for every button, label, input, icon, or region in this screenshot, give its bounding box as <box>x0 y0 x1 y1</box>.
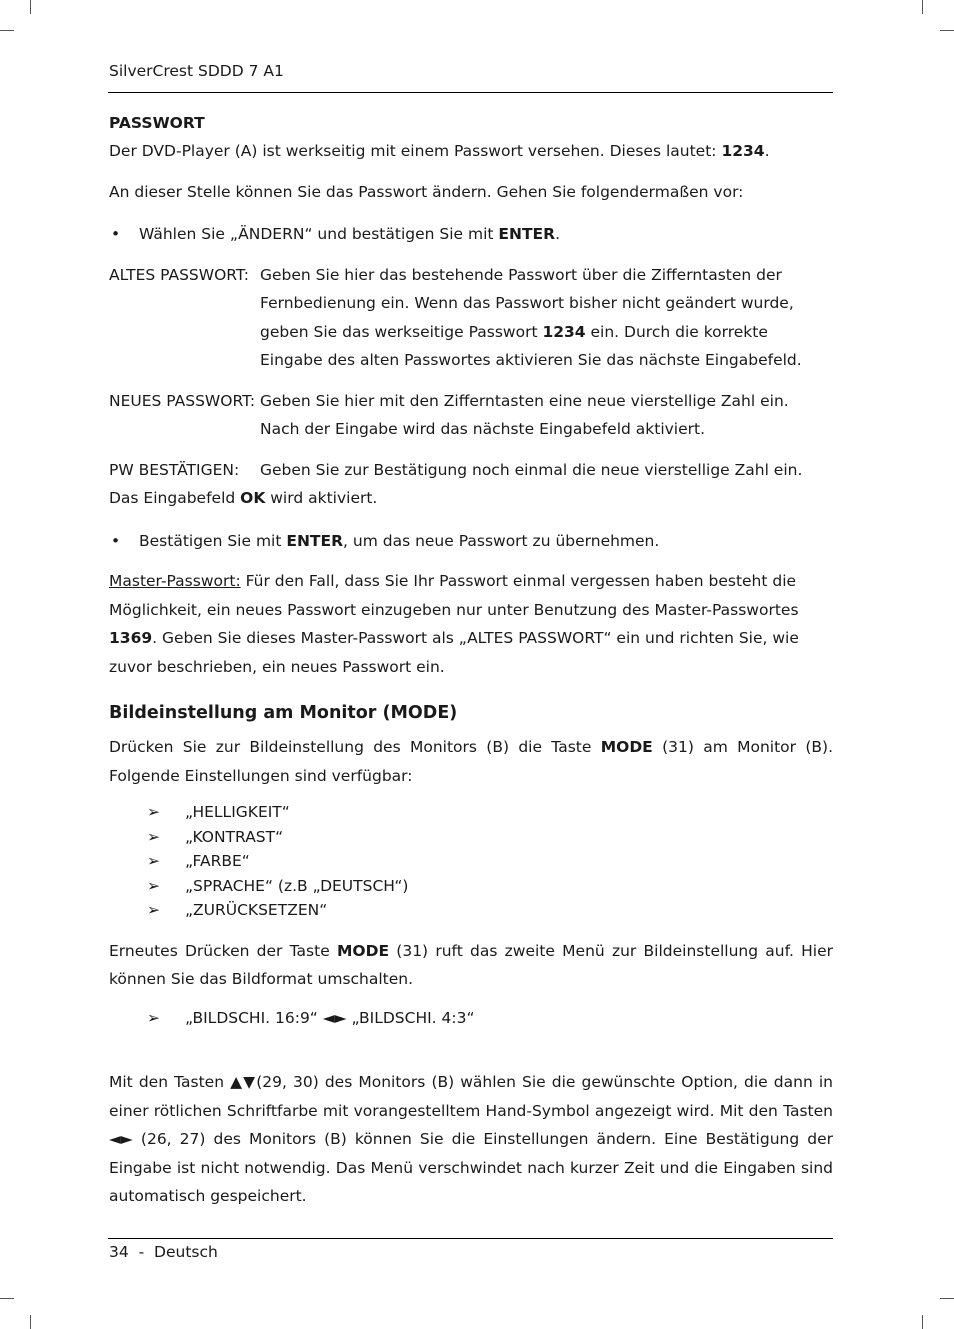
key-name: ENTER <box>286 531 344 550</box>
key-name: OK <box>240 489 266 507</box>
list-item <box>147 800 833 825</box>
text: , um das neue Passwort zu übernehmen. <box>343 531 660 550</box>
list-item-label: „ZURÜCKSETZEN“ <box>185 901 328 919</box>
list-item-label: „SPRACHE“ (z.B „DEUTSCH“) <box>185 876 409 895</box>
paragraph-change: An dieser Stelle können Sie das Passwort ändern. Gehen Sie folgendermaßen vor: <box>109 182 744 201</box>
master-label: Master-Passwort: <box>109 572 241 590</box>
bullet-item <box>109 527 833 556</box>
definition-pw-bestaetigen <box>109 456 833 513</box>
password-code: 1234 <box>721 142 765 160</box>
definition-neues-passwort <box>109 387 833 444</box>
list-item-label: „BILDSCHI. 16:9“ ◄► „BILDSCHI. 4:3“ <box>185 1008 475 1027</box>
section-heading-passwort: PASSWORT <box>109 114 205 132</box>
bullet-icon: • <box>111 225 121 243</box>
text: Geben Sie hier das bestehende Passwort über die Zifferntasten der Fernbedienung ein. Wenn das Passwort bisher nicht geändert wurde, geben Sie das werkseitige Passwort <box>260 265 794 341</box>
crop-mark <box>922 1315 923 1329</box>
definition-term: NEUES PASSWORT: <box>109 391 256 410</box>
text: wird aktiviert. <box>265 489 378 507</box>
crop-mark <box>922 0 923 14</box>
definition-term: ALTES PASSWORT: <box>109 265 249 284</box>
header-rule <box>108 92 833 93</box>
main-content <box>109 111 833 1211</box>
text: Wählen Sie „ÄNDERN“ und bestätigen Sie mit <box>139 225 499 243</box>
bullet-icon: • <box>111 531 121 550</box>
text: . Geben Sie dieses Master-Passwort als „ALTES PASSWORT“ ein und richten Sie, wie zuvor beschrieben, ein neues Passwort ein. <box>109 629 799 676</box>
definition-term: PW BESTÄTIGEN: <box>109 460 240 479</box>
text: (31) am Monitor (B). Folgende Einstellungen sind verfügbar: <box>109 738 834 785</box>
text: . <box>764 142 770 160</box>
bullet-item <box>109 220 833 249</box>
paragraph-mode-final: Mit den Tasten ▲▼(29, 30) des Monitors (B) wählen Sie die gewünschte Option, die dann in einer rötlichen Schriftfarbe mit vorangestelltem Hand-Symbol angezeigt wird. Mit den Tasten ◄► (26, 27) des Monitors (B) können Sie die Einstellungen ändern. Eine Bestätigung der Eingabe ist nicht notwendig. Das Menü verschwindet nach kurzer Zeit und die Eingaben sind automatisch gespeichert. <box>109 1073 833 1205</box>
text: Erneutes Drücken der Taste <box>109 941 337 960</box>
footer-rule <box>108 1238 833 1239</box>
text: (31) ruft das zweite Menü zur Bildeinstellung auf. Hier können Sie das Bildformat umschalten. <box>109 941 833 988</box>
list-item <box>147 825 833 850</box>
arrow-icon: ➢ <box>147 901 160 919</box>
text: Drücken Sie zur Bildeinstellung des Monitors (B) die Taste <box>109 738 601 756</box>
key-name: MODE <box>600 738 653 756</box>
crop-mark <box>30 0 31 14</box>
text: Für den Fall, dass Sie Ihr Passwort einmal vergessen haben besteht die Möglichkeit, ein neues Passwort einzugeben nur unter Benutzung des Master-Passwortes <box>109 572 799 619</box>
section-heading-mode: Bildeinstellung am Monitor (MODE) <box>109 703 458 723</box>
crop-mark <box>940 30 954 31</box>
definition-body <box>260 261 833 375</box>
list-item-label: „KONTRAST“ <box>185 827 284 846</box>
password-code: 1234 <box>542 322 586 341</box>
definition-body: Geben Sie hier mit den Zifferntasten eine neue vierstellige Zahl ein. Nach der Eingabe wird das nächste Eingabefeld aktiviert. <box>260 391 789 438</box>
page-footer: 34 - Deutsch <box>109 1243 218 1261</box>
crop-mark <box>940 1298 954 1299</box>
format-list <box>147 1006 833 1031</box>
arrow-icon: ➢ <box>147 1008 160 1027</box>
text: Der DVD-Player (A) ist werkseitig mit einem Passwort versehen. Dieses lautet: <box>109 142 722 160</box>
list-item <box>147 898 833 923</box>
definition-altes-passwort <box>109 261 833 375</box>
crop-mark <box>30 1315 31 1329</box>
arrow-icon: ➢ <box>147 876 160 895</box>
list-item-label: „HELLIGKEIT“ <box>185 803 290 821</box>
list-item <box>147 1006 833 1031</box>
key-name: ENTER <box>498 225 556 243</box>
page-header: SilverCrest SDDD 7 A1 <box>109 62 284 80</box>
settings-list <box>147 800 833 923</box>
arrow-icon: ➢ <box>147 827 160 846</box>
text: ein. Durch die korrekte Eingabe des alten Passwortes aktivieren Sie das nächste Eingabefeld. <box>260 322 802 369</box>
text: . <box>555 225 561 243</box>
crop-mark <box>0 1298 14 1299</box>
text: Bestätigen Sie mit <box>139 531 287 550</box>
arrow-icon: ➢ <box>147 803 160 821</box>
paragraph-master-passwort <box>109 567 833 681</box>
paragraph-intro <box>109 137 833 166</box>
list-item-label: „FARBE“ <box>185 852 250 870</box>
password-code: 1369 <box>109 629 153 647</box>
key-name: MODE <box>336 941 390 960</box>
paragraph-mode-intro <box>109 733 833 790</box>
list-item <box>147 874 833 899</box>
paragraph-mode-second <box>109 937 833 994</box>
text: Geben Sie zur Bestätigung noch einmal die neue vierstellige Zahl ein. Das Eingabefeld <box>109 460 803 507</box>
arrow-icon: ➢ <box>147 852 160 870</box>
list-item <box>147 849 833 874</box>
crop-mark <box>0 30 14 31</box>
